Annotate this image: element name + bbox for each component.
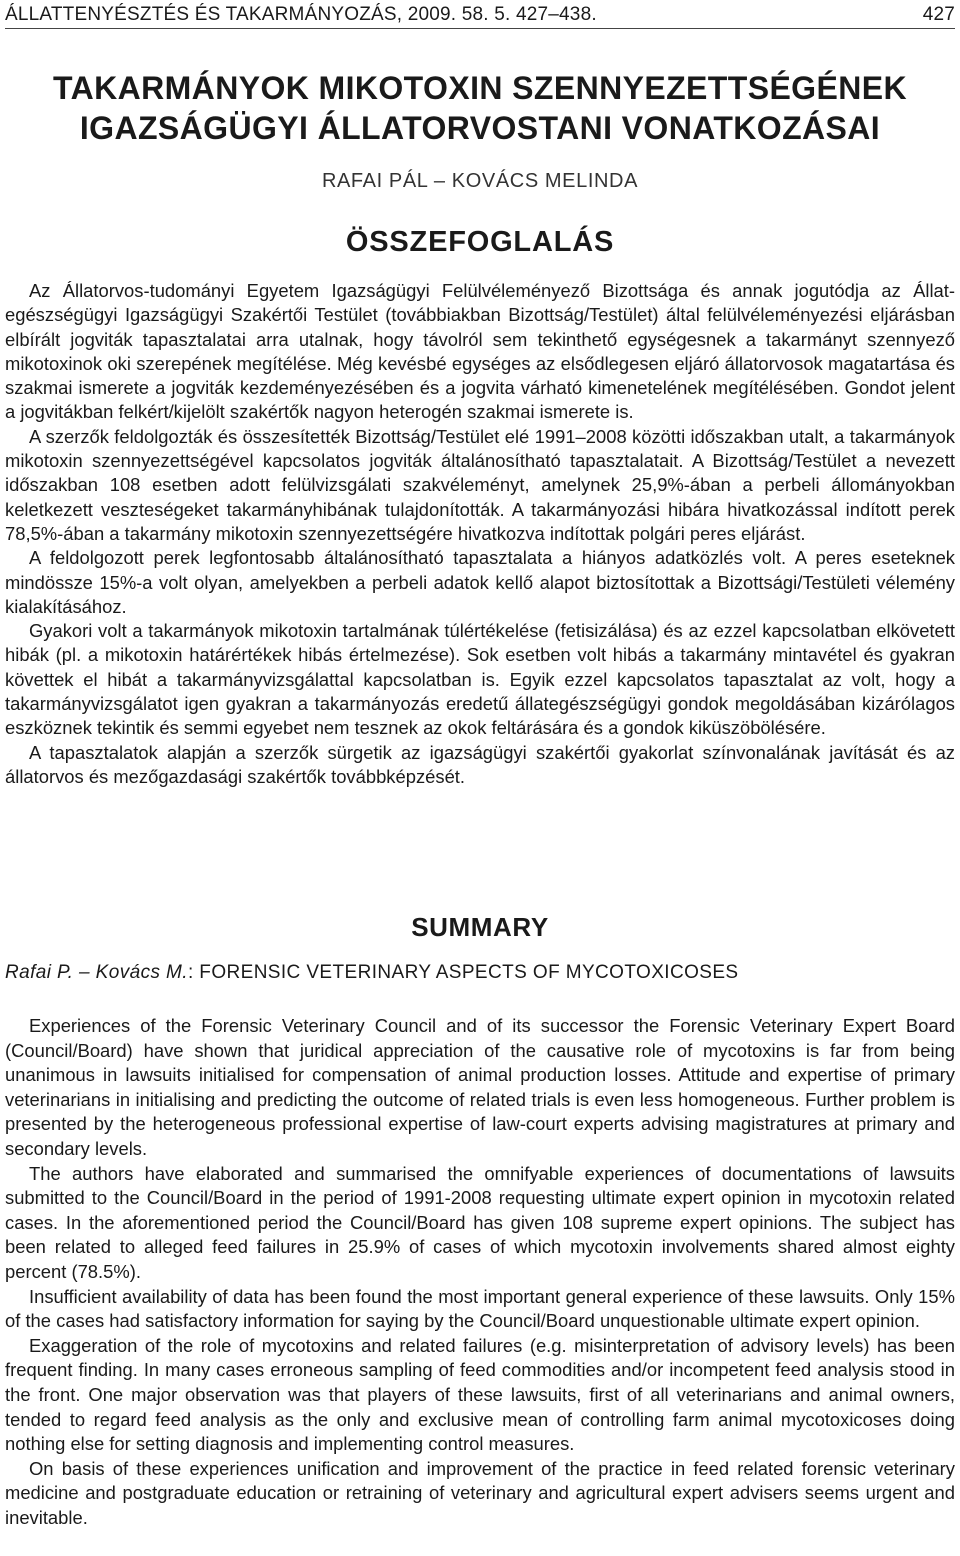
journal-citation: ÁLLATTENYÉSZTÉS ÉS TAKARMÁNYOZÁS, 2009. 58. 5. 427–438.	[5, 4, 597, 25]
abstract-hu-paragraph: A feldolgozott perek legfontosabb általánosítható tapasztalata a hiányos adatközlés volt. A peres eseteknek mindössze 15%-a volt olyan, amelyekben a perbeli adatok kellő alapot biztosítottak a Bizottsági/Testületi vélemény kialakításához.	[5, 547, 955, 617]
title-line-2: IGAZSÁGÜGYI ÁLLATORVOSTANI VONATKOZÁSAI	[79, 110, 881, 146]
page-number: 427	[922, 4, 955, 25]
running-header	[5, 4, 955, 29]
abstract-heading-hu: ÖSSZEFOGLALÁS	[345, 226, 615, 258]
title-line-1: TAKARMÁNYOK MIKOTOXIN SZENNYEZETTSÉGÉNEK	[53, 70, 907, 106]
abstract-en-paragraph: The authors have elaborated and summarised the omnifyable experiences of documentations of lawsuits submitted to the Council/Board in the period of 1991-2008 requesting ultimate expert opinion in mycotoxin related cases. In the aforementioned period the Council/Board has given 108 supreme expert opinions. The subject has been related to alleged feed failures in 25.9% of cases of which mycotoxin involvements shared almost eighty percent (78.5%).	[5, 1162, 955, 1282]
english-authors: Rafai P. – Kovács M.	[5, 962, 188, 983]
abstract-hu	[5, 279, 955, 789]
abstract-en-paragraph: Experiences of the Forensic Veterinary Council and of its successor the Forensic Veterinary Expert Board (Council/Board) have shown that juridical appreciation of the causative role of mycotoxins is far from being unanimous in lawsuits initialised for compensation of animal production losses. Attitude and expertise of primary veterinarians in initialising and predicting the outcome of related trials is even less homogeneous. Further problem is presented by the heterogeneous professional expertise of law-court experts advising magistratures at primary and secondary levels.	[5, 1015, 955, 1159]
author-line: RAFAI PÁL – KOVÁCS MELINDA	[321, 170, 639, 192]
article-title	[0, 68, 960, 148]
abstract-en-paragraph: Exaggeration of the role of mycotoxins and related failures (e.g. misinterpretation of advisory levels) has been frequent finding. In many cases erroneous sampling of feed commodities and/or incompetent feed analysis stood in the front. One major observation was that players of these lawsuits, first of all veterinarians and animal owners, tended to regard feed analysis as the only and exclusive mean of controlling farm animal mycotoxicoses doing nothing else for setting diagnosis and implementing control measures.	[5, 1334, 955, 1455]
abstract-hu-paragraph: A szerzők feldolgozták és összesítették Bizottság/Testület elé 1991–2008 közötti időszakban utalt, a takarmányok mikotoxin szennyezettségével kapcsolatos jogviták általánosítható tapasztalatait. A Bizottság/Testület a nevezett időszakban 108 esetben adott felülvizsgálati szakvéleményt, amelynek 25,9%-ában a perbeli állományokban keletkezett veszteségeket takarmányhibának tulajdonították. A takarmányozási hibára hivatkozással indított perek 78,5%-ában a takarmány mikotoxin szennyezettségére hivatkozva indítottak polgári peres eljárást.	[5, 425, 955, 544]
english-title: : FORENSIC VETERINARY ASPECTS OF MYCOTOXICOSES	[187, 962, 739, 983]
abstract-hu-paragraph: Az Állatorvos-tudományi Egyetem Igazságügyi Felülvéleményező Bizottsága és annak jogutódja az Állat-egészségügyi Igazságügyi Szakértői Testület (továbbiakban Bizottság/Testület) által felülvéleményezési eljárásban elbírált jogviták tapasztalatai arra utalnak, hogy távolról sem tekinthető egységesnek a takarmányt szennyező mikotoxinok oki szerepének megítélése. Még kevésbé egységes az elsődlegesen eljáró állatorvosok magatartása és szakmai ismerete a jogviták kezdeményezésében és a jogvita várható kimenetelének megítélésében. Gondot jelent a jogvitákban felkért/kijelölt szakértők nagyon heterogén szakmai ismerete is.	[5, 280, 955, 423]
summary-heading: SUMMARY	[411, 912, 549, 942]
abstract-en-paragraph: On basis of these experiences unification and improvement of the practice in feed related forensic veterinary medicine and postgraduate education or retraining of veterinary and agricultural expert advisers seems urgent and inevitable.	[5, 1457, 955, 1528]
abstract-en	[5, 1014, 955, 1530]
abstract-hu-paragraph: A tapasztalatok alapján a szerzők sürgetik az igazságügyi szakértői gyakorlat színvonalának javítását és az állatorvos és mezőgazdasági szakértők továbbképzését.	[5, 741, 955, 787]
abstract-en-paragraph: Insufficient availability of data has been found the most important general experience of these lawsuits. Only 15% of the cases had satisfactory information for saying by the Council/Board unquestionable ultimate expert opinion.	[5, 1285, 955, 1332]
english-title-line	[5, 962, 955, 984]
abstract-hu-paragraph: Gyakori volt a takarmányok mikotoxin tartalmának túlértékelése (fetisizálása) és az ezzel kapcsolatban elkövetett hibák (pl. a mikotoxin határértékek hibás értelmezése). Sok esetben volt hibás a takarmány mintavétel és gyakran követtek el hibát a takarmányvizsgálattal kapcsolatban is. Egyik ezzel kapcsolatos tapasztalat az volt, hogy a takarmányvizsgálatot igen gyakran a takarmányozás eredetű állategészségügyi gondok megoldásában kizárólagos eszköznek tekintik és semmi egyebet nem tesznek az okok feltárására és a gondok kiküszöbölésére.	[5, 620, 955, 739]
